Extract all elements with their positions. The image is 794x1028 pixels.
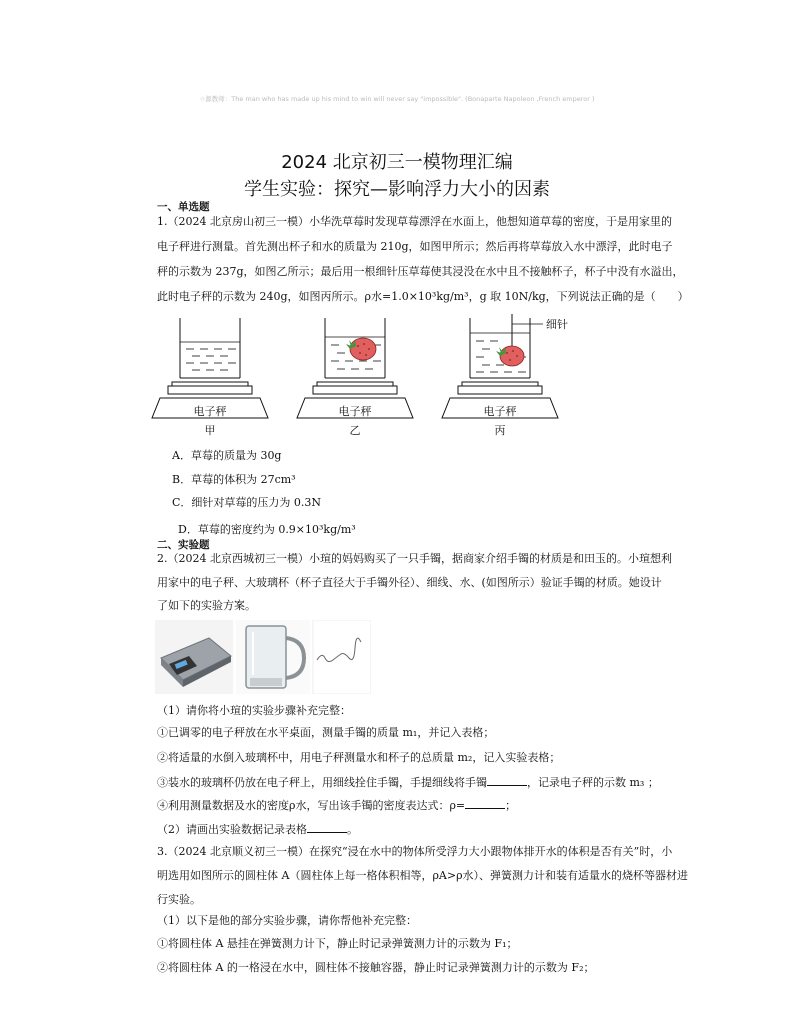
section-heading-single-choice: 一、单选题: [157, 201, 210, 213]
q2-sub-question-2: [157, 822, 358, 837]
q1-option-c: C．细针对草莓的压力为 0.3N: [172, 496, 322, 509]
scale-label-jia: 电子秤: [193, 405, 227, 418]
q3-line-3: 行实验。: [157, 893, 201, 906]
q1-line-1: 1.（2024 北京房山初三一模）小华洗草莓时发现草莓漂浮在水面上，他想知道草莓的密度，于是用家里的: [157, 215, 672, 228]
thin-string-photo: [313, 620, 371, 694]
q2-sub-2-text-b: 。: [347, 823, 358, 836]
document-title: 2024 北京初三一模物理汇编: [281, 152, 513, 173]
q2-step-2: ②将适量的水倒入玻璃杯中，用电子秤测量水和杯子的总质量 m₂，记入实验表格；: [157, 751, 561, 764]
q1-option-b: B．草莓的体积为 27cm³: [172, 473, 296, 486]
q2-line-1: 2.（2024 北京西城初三一模）小瑄的妈妈购买了一只手镯，据商家介绍手镯的材质是和田玉的。小瑄想利: [157, 552, 672, 565]
q2-equipment-photos: [155, 620, 371, 694]
scale-label-bing: 电子秤: [483, 405, 517, 418]
q2-line-2: 用家中的电子秤、大玻璃杯（杯子直径大于手镯外径）、细线、水、(如图所示）验证手镯的材质。她设计: [157, 576, 662, 589]
q1-option-d: D．草莓的密度约为 0.9×10³kg/m³: [178, 523, 356, 536]
q3-sub-question-1: （1）以下是他的部分实验步骤，请你帮他补充完整：: [157, 914, 417, 927]
q2-step-1: ①已调零的电子秤放在水平桌面，测量手镯的质量 m₁，并记入表格；: [157, 726, 495, 739]
q2-step-4-text-a: ④利用测量数据及水的密度ρ水，写出该手镯的密度表达式：ρ=: [157, 799, 466, 812]
q3-line-2: 明选用如图所示的圆柱体 A（圆柱体上每一格体积相等，ρA>ρ水）、弹簧测力计和装有适量水的烧杯等器材进: [157, 869, 689, 882]
q1-line-4: 此时电子秤的示数为 240g，如图丙所示。ρ水=1.0×10³kg/m³，g 取 10N/kg，下列说法正确的是（ ）: [157, 290, 689, 303]
q2-step-3-text-b: ，记录电子秤的示数 m₃ ；: [527, 776, 659, 789]
q2-step-4-text-b: ；: [505, 799, 517, 812]
q2-sub-question-1: （1）请你将小瑄的实验步骤补充完整：: [157, 704, 351, 717]
q2-sub-2-text-a: （2）请画出实验数据记录表格: [157, 823, 307, 836]
electronic-scale-photo: [155, 620, 233, 694]
scale-label-yi: 电子秤: [338, 405, 372, 418]
q2-step-3-text-a: ③装水的玻璃杯仍放在电子秤上，用细线拴住手镯，手提细线将手镯: [157, 776, 487, 789]
q3-step-2: ②将圆柱体 A 的一格浸在水中，圆柱体不接触容器，静止时记录弹簧测力计的示数为 F₂；: [157, 961, 595, 974]
q1-line-3: 秤的示数为 237g，如图乙所示；最后用一根细针压草莓使其浸没在水中且不接触杯子，杯子中没有水溢出，: [157, 265, 684, 278]
q2-line-3: 了如下的实验方案。: [157, 599, 256, 612]
q2-step-3-blank: [487, 775, 527, 786]
q2-sub-2-blank: [307, 822, 347, 833]
page-watermark: ☆源教师：The man who has made up his mind to win will never say "impossible". (Bonaparte Napoleon ,French emperor ): [199, 95, 595, 103]
document-subtitle: 学生实验：探究—影响浮力大小的因素: [244, 179, 550, 200]
q3-step-1: ①将圆柱体 A 悬挂在弹簧测力计下，静止时记录弹簧测力计的示数为 F₁；: [157, 937, 518, 950]
caption-yi: 乙: [349, 424, 361, 437]
q3-line-1: 3.（2024 北京顺义初三一模）在探究“浸在水中的物体所受浮力大小跟物体排开水的体积是否有关”时，小: [157, 845, 673, 858]
caption-bing: 丙: [494, 424, 506, 437]
q2-step-3: [157, 775, 659, 790]
caption-jia: 甲: [204, 424, 216, 437]
q1-option-a: A．草莓的质量为 30g: [172, 449, 282, 462]
needle-label: 细针: [546, 318, 568, 331]
q2-step-4-blank: [465, 798, 505, 809]
section-heading-experiment: 二、实验题: [157, 539, 210, 551]
glass-cup-photo: [236, 620, 310, 694]
q2-step-4: [157, 798, 516, 813]
q1-line-2: 电子秤进行测量。首先测出杯子和水的质量为 210g，如图甲所示；然后再将草莓放入水中漂浮，此时电子: [157, 240, 673, 253]
